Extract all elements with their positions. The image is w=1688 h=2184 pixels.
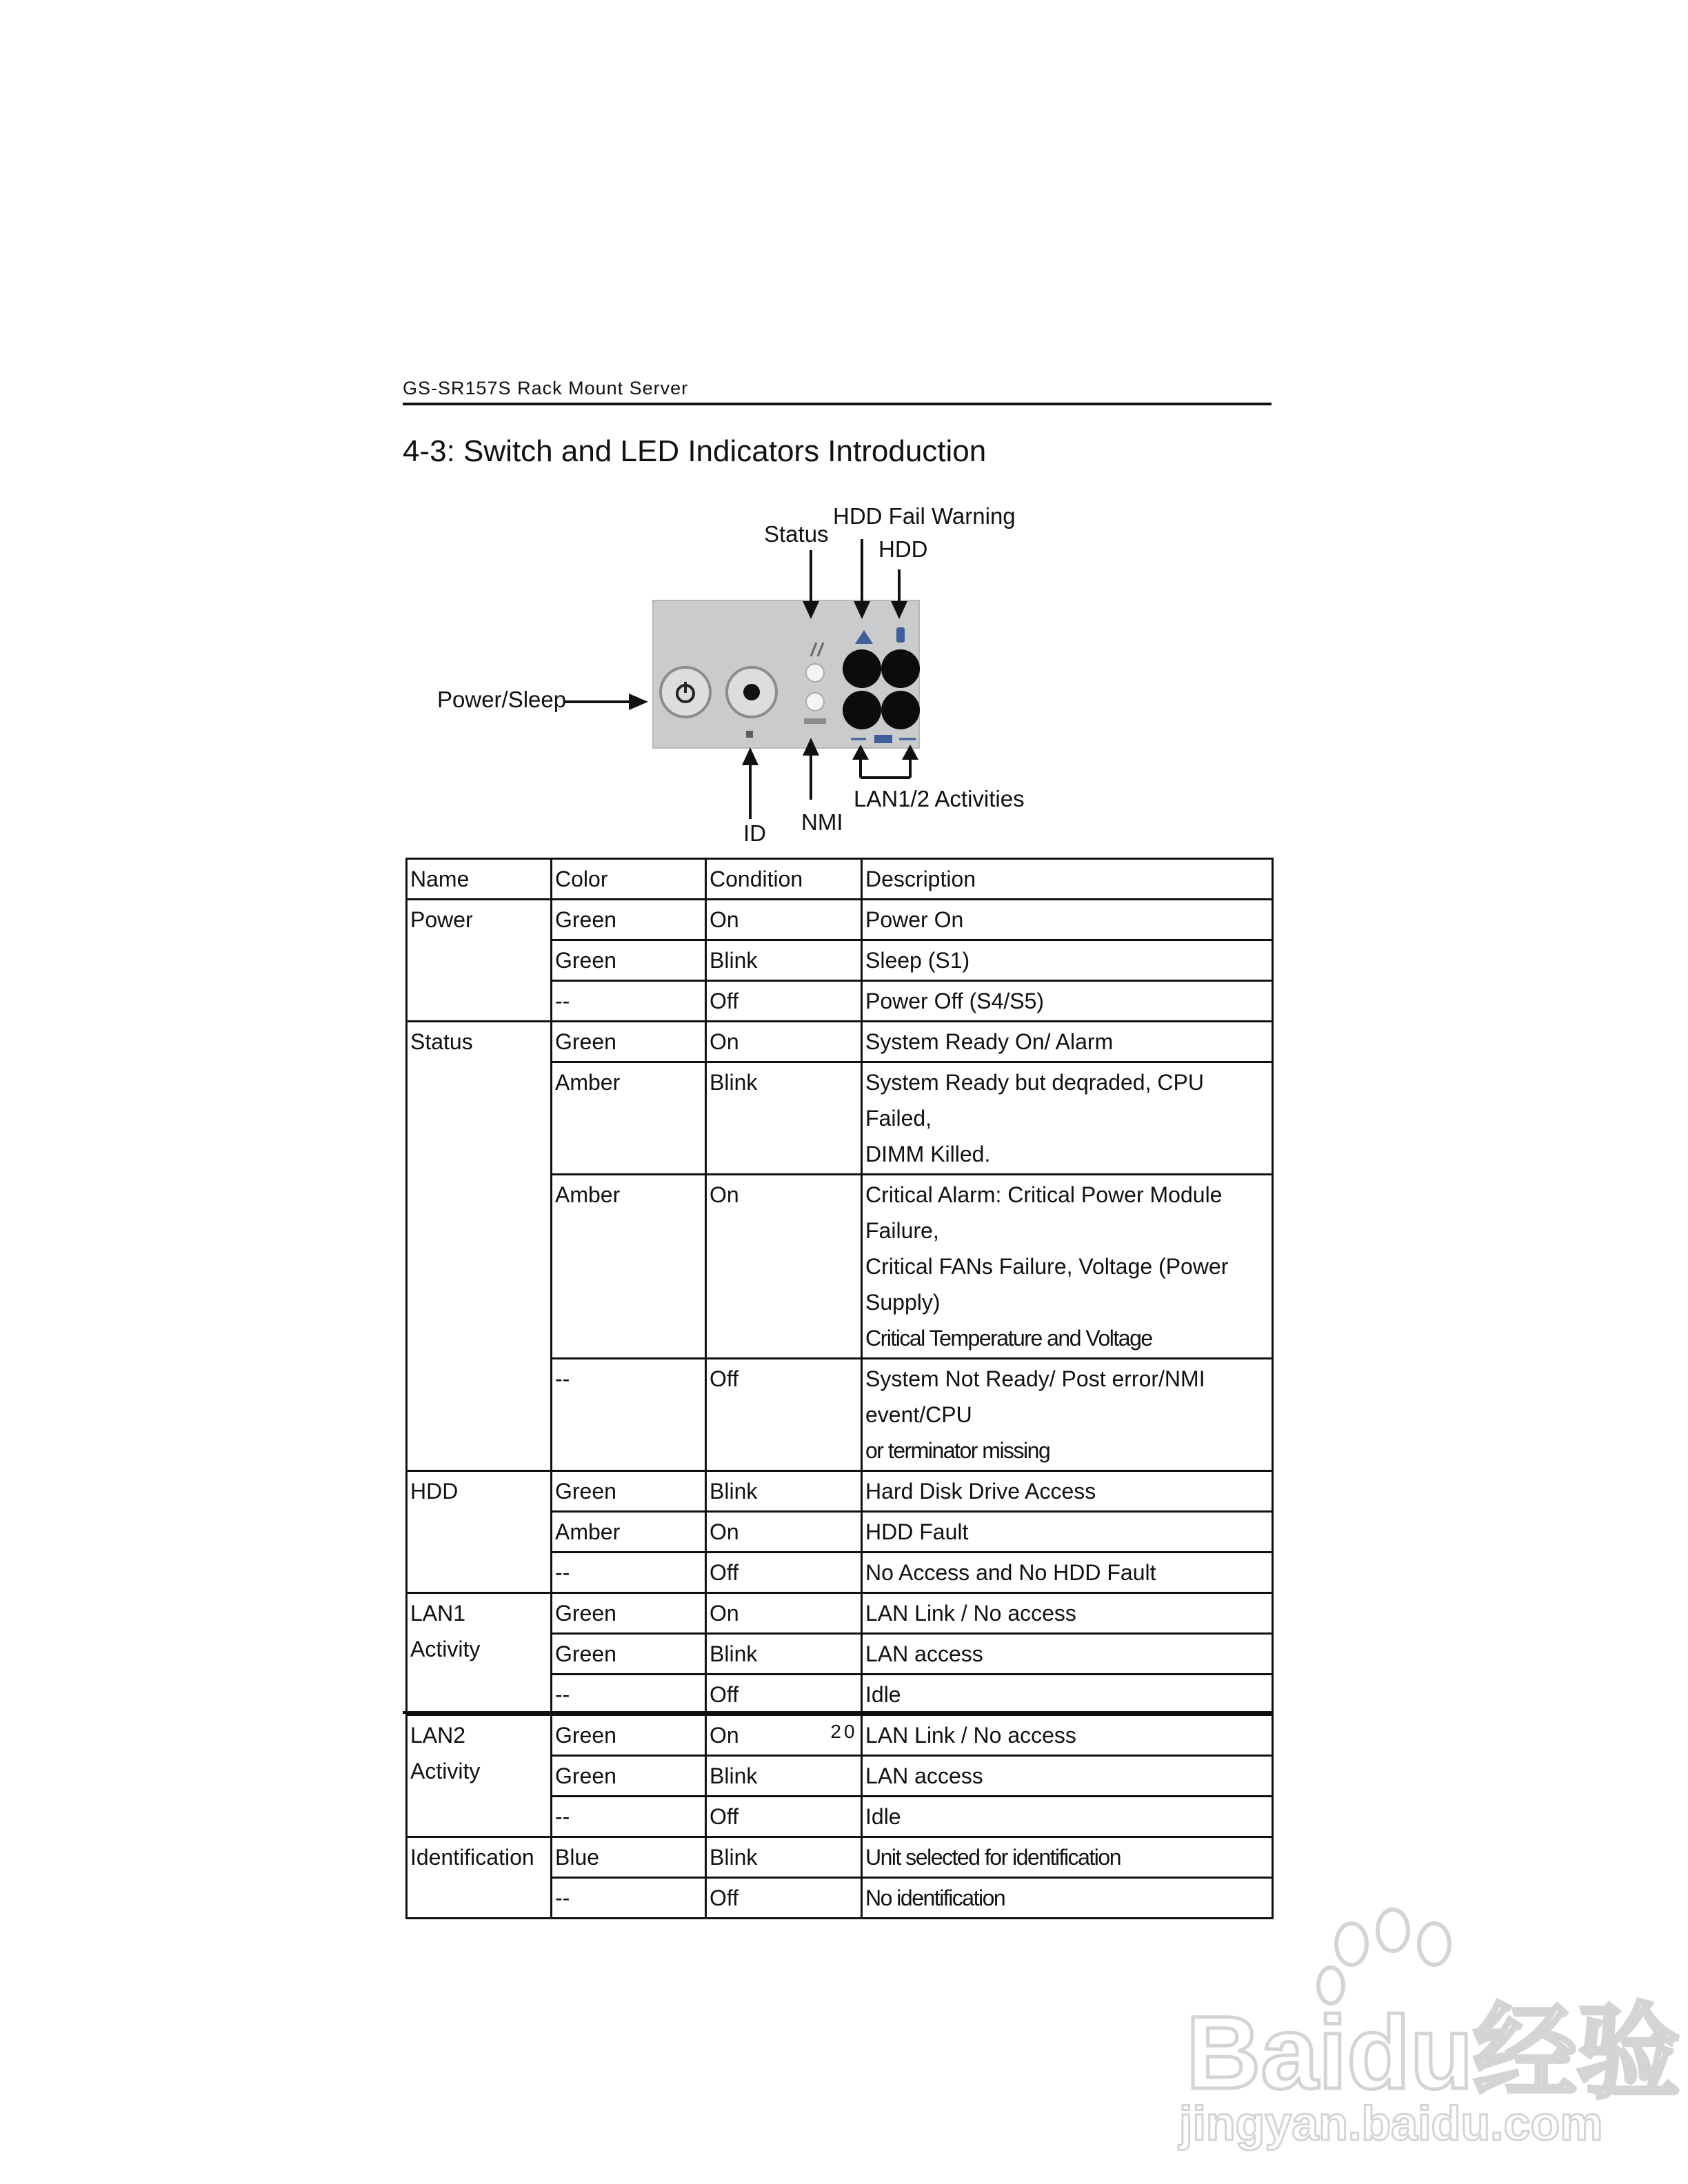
description-line: Hard Disk Drive Access (865, 1479, 1096, 1504)
led-color: Green (552, 1756, 706, 1797)
led-description (862, 1022, 1273, 1062)
section-title: 4-3: Switch and LED Indicators Introduction (403, 434, 987, 468)
led-condition: Off (706, 981, 862, 1022)
running-header: GS-SR157S Rack Mount Server (403, 378, 689, 398)
label-id: ID (743, 820, 766, 846)
baidu-watermark (1172, 1903, 1680, 2165)
led-condition: Off (706, 1797, 862, 1837)
description-line: Idle (865, 1682, 901, 1707)
led-name: Activity (410, 1637, 481, 1661)
led-name: HDD (410, 1479, 459, 1504)
led-color: Amber (552, 1062, 706, 1175)
watermark-url: jingyan.baidu.com (1179, 2096, 1603, 2150)
description-line: Critical Alarm: Critical Power Module Failure, (865, 1182, 1223, 1243)
description-line: Power On (865, 907, 964, 932)
description-line: No identification (865, 1885, 1005, 1910)
led-condition: Off (706, 1675, 862, 1715)
description-line: LAN Link / No access (865, 1601, 1076, 1626)
led-name: Status (410, 1029, 473, 1054)
led-color: Green (552, 1593, 706, 1634)
label-hdd: HDD (878, 536, 928, 562)
led-color: -- (552, 1878, 706, 1919)
led-description (862, 1359, 1273, 1471)
led-condition: On (706, 1175, 862, 1359)
led-color: -- (552, 1359, 706, 1471)
led-name: LAN1 (410, 1601, 466, 1626)
led-description (862, 900, 1273, 940)
table-row (407, 1022, 1273, 1062)
led-name: Identification (410, 1845, 534, 1870)
description-line: LAN Link / No access (865, 1723, 1076, 1748)
led-condition: Blink (706, 1062, 862, 1175)
table-header-row (407, 859, 1273, 900)
led-name-cell (407, 1022, 552, 1471)
description-line: Sleep (S1) (865, 948, 970, 973)
led-description (862, 981, 1273, 1022)
led-indicator-table (405, 858, 1274, 1919)
led-description (862, 1062, 1273, 1175)
led-color: Green (552, 1715, 706, 1756)
led-description (862, 1593, 1273, 1634)
led-description (862, 1512, 1273, 1553)
description-line: System Ready but deqraded, CPU Failed, (865, 1070, 1204, 1131)
led-condition: Off (706, 1553, 862, 1593)
led-name-cell (407, 1837, 552, 1919)
footer-rule (403, 1711, 1272, 1714)
table-row (407, 900, 1273, 940)
description-line: LAN access (865, 1763, 983, 1788)
description-line: LAN access (865, 1641, 983, 1666)
page-number: 20 (830, 1721, 858, 1742)
led-condition: Blink (706, 1634, 862, 1675)
description-line: Critical FANs Failure, Voltage (Power Supply) (865, 1254, 1229, 1315)
led-description (862, 1471, 1273, 1512)
led-name: LAN2 (410, 1723, 466, 1748)
led-description (862, 1675, 1273, 1715)
description-line: Idle (865, 1804, 901, 1829)
led-name-cell (407, 1471, 552, 1593)
description-line: Unit selected for identification (865, 1845, 1121, 1870)
led-description (862, 1634, 1273, 1675)
label-lan-activities: LAN1/2 Activities (854, 786, 1025, 811)
led-color: Green (552, 940, 706, 981)
column-header: Color (552, 859, 706, 900)
led-name-cell (407, 1593, 552, 1715)
led-condition: Off (706, 1359, 862, 1471)
led-color: -- (552, 981, 706, 1022)
column-header: Description (862, 859, 1273, 900)
led-color: Green (552, 1471, 706, 1512)
led-condition: On (706, 1593, 862, 1634)
description-line: or terminator missing (865, 1438, 1050, 1463)
led-color: Amber (552, 1512, 706, 1553)
led-condition: On (706, 1022, 862, 1062)
led-condition: On (706, 900, 862, 940)
led-description (862, 1837, 1273, 1878)
column-header: Name (407, 859, 552, 900)
led-color: -- (552, 1797, 706, 1837)
description-line: System Ready On/ Alarm (865, 1029, 1114, 1054)
led-condition: On (706, 1715, 862, 1756)
led-description (862, 940, 1273, 981)
label-status: Status (764, 521, 829, 547)
led-color: Green (552, 1022, 706, 1062)
led-name: Activity (410, 1759, 481, 1783)
description-line: Critical Temperature and Voltage (865, 1326, 1152, 1351)
description-line: DIMM Killed. (865, 1142, 991, 1166)
led-condition: On (706, 1512, 862, 1553)
description-line: System Not Ready/ Post error/NMI event/CPU (865, 1366, 1205, 1427)
watermark-brand: Baidu经验 (1186, 1994, 1680, 2110)
label-nmi: NMI (801, 809, 843, 835)
led-color: Amber (552, 1175, 706, 1359)
table-row (407, 1471, 1273, 1512)
label-power-sleep: Power/Sleep (437, 687, 567, 712)
led-condition: Blink (706, 1756, 862, 1797)
table-row (407, 1837, 1273, 1878)
callout-arrows (0, 0, 1688, 896)
led-color: -- (552, 1675, 706, 1715)
led-name: Power (410, 907, 473, 932)
led-condition: Blink (706, 940, 862, 981)
led-description (862, 1553, 1273, 1593)
description-line: No Access and No HDD Fault (865, 1560, 1156, 1585)
led-condition: Blink (706, 1837, 862, 1878)
label-hdd-fail-warning: HDD Fail Warning (833, 503, 1016, 529)
table-row (407, 1593, 1273, 1634)
led-color: Green (552, 1634, 706, 1675)
led-color: -- (552, 1553, 706, 1593)
led-condition: Blink (706, 1471, 862, 1512)
led-color: Green (552, 900, 706, 940)
led-condition: Off (706, 1878, 862, 1919)
led-description (862, 1175, 1273, 1359)
led-description (862, 1756, 1273, 1797)
led-description (862, 1797, 1273, 1837)
led-name-cell (407, 900, 552, 1022)
description-line: Power Off (S4/S5) (865, 989, 1045, 1013)
led-color: Blue (552, 1837, 706, 1878)
column-header: Condition (706, 859, 862, 900)
description-line: HDD Fault (865, 1519, 969, 1544)
